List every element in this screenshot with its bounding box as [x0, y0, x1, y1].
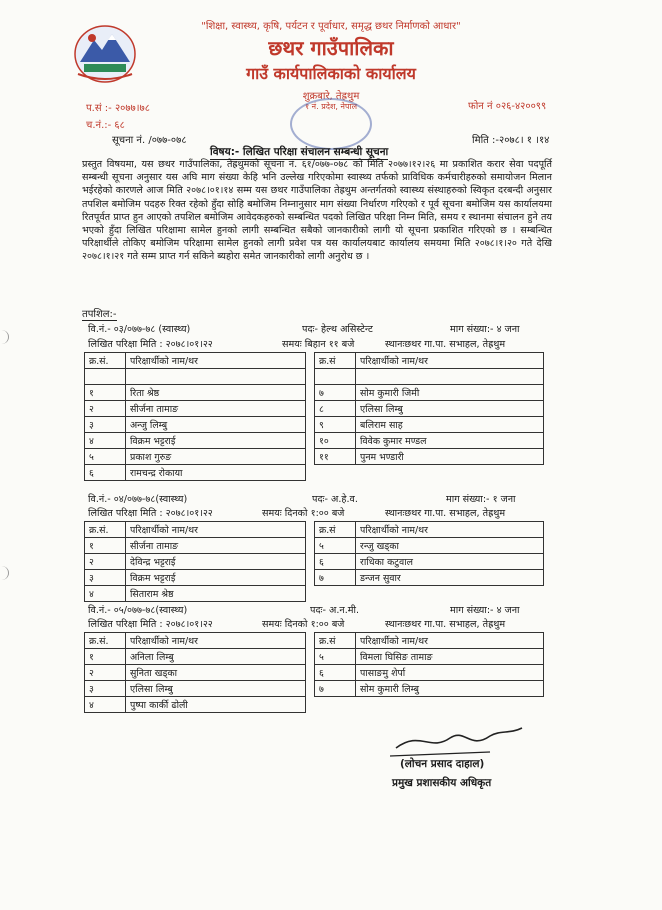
notice-subject: विषय:- लिखित परिक्षा संचालन सम्बन्धी सूचना	[210, 146, 389, 158]
table-header-row	[85, 633, 306, 649]
serial-cell: ४	[85, 697, 126, 713]
candidate-name: पासाङमु शेर्पा	[356, 665, 544, 681]
province-text: १ नं. प्रदेश, नेपाल	[304, 102, 358, 111]
column-header-sn: क्र.सं.	[85, 522, 126, 538]
column-header-name: परिक्षार्थीको नाम/थर	[356, 633, 544, 649]
table-row	[315, 554, 544, 570]
post-name: पदः- अ.न.मी.	[310, 605, 360, 616]
serial-cell: ६	[315, 665, 356, 681]
phone-number: फोन नं ०२६-४२००९९	[468, 101, 547, 112]
candidate-name: विक्रम भट्टराई	[126, 433, 306, 449]
candidate-table-left	[84, 632, 306, 713]
table-row	[85, 649, 306, 665]
table-row	[85, 538, 306, 554]
candidate-name: विवेक कुमार मण्डल	[356, 433, 544, 449]
signatory-name: (लोचन प्रसाद दाहाल)	[400, 758, 485, 770]
serial-cell: ४	[85, 433, 126, 449]
candidate-name: बलिराम साह	[356, 417, 544, 433]
candidate-name: सोम कुमारी लिम्बु	[356, 681, 544, 697]
candidate-name: सीर्जना तामाङ	[126, 401, 306, 417]
spacer-cell	[356, 369, 544, 385]
candidate-name: देविन्द्र भट्टराई	[126, 554, 306, 570]
column-header-sn: क्र.सं.	[85, 353, 126, 369]
candidate-name: सिताराम श्रेष्ठ	[126, 586, 306, 602]
candidate-name: सीर्जना तामाङ	[126, 538, 306, 554]
column-header-sn: क्र.सं	[315, 353, 356, 369]
serial-cell: ६	[315, 554, 356, 570]
candidate-name: रन्जु खड्का	[356, 538, 544, 554]
candidate-table-left	[84, 352, 306, 481]
spacer-cell	[85, 369, 126, 385]
post-name: पदः- अ.हे.व.	[312, 494, 358, 505]
column-header-sn: क्र.सं	[315, 633, 356, 649]
candidate-name: विक्रम भट्टराई	[126, 570, 306, 586]
table-row	[85, 417, 306, 433]
table-row	[85, 465, 306, 481]
candidate-name: सुनिता खड्का	[126, 665, 306, 681]
candidate-table-right	[314, 632, 544, 697]
table-row	[315, 649, 544, 665]
table-row	[315, 449, 544, 465]
tapsil-label: तपशिल:-	[82, 306, 117, 321]
table-row	[85, 681, 306, 697]
office-stamp	[290, 98, 372, 150]
table-header-row	[85, 522, 306, 538]
table-row	[315, 665, 544, 681]
demand-count: माग संख्या:- १ जना	[446, 494, 516, 505]
exam-venue: स्थानःछथर गा.पा. सभाहल, तेह्रथुम	[385, 508, 506, 519]
candidate-name: रिता श्रेष्ठ	[126, 385, 306, 401]
notice-body: प्रस्तुत विषयमा, यस छथर गाउँपालिका, तेह्रथुमको सूचना नं. ६१/०७७-०७८ को मिति २०७७।१२।२६ मा प्रकाशित करार सेवा पदपूर्ति सम्बन्धी सूचना अनुसार यस अघि माग संख्या केहि भनि उल्लेख गरिएकोमा स्वास्थ्य तर्फको प्राविधिक कर्मचारीहरुको समायोजन मिलान भईरहेको कारणले आज मिति २०७८।०१।१४ सम्म यस छथर गाउँपालिका तेह्रथुम अन्तर्गतको स्वास्थ्य संस्थाहरुको स्विकृत दरबन्दी अनुसार तपशिल बमोजिम पदहरु रिक्त रहेको हुँदा सोहि बमोजिम निम्नानुसार माग संख्या निर्धारण गरिएको र पूर्व सूचना बमोजिम यस कार्यालयमा रितपूर्वत प्राप्त हुन आएको तपशिल बमोजिम आवेदकहरुको सम्बन्धित पदको लिखित परिक्षा निम्न मिति, समय र स्थानमा संचालन हुने तय भएको हुँदा लिखित परिक्षामा सामेल हुनको लागी सम्बन्धित सबैको जानकारीको लागी यो सूचना प्रकाशित गरिएको छ । सम्बन्धित परिक्षार्थीले तोकिए बमोजिम परिक्षामा सामेल हुनको लागी प्रवेश पत्र यस कार्यालयबाट कार्यालय समयमा मिति २०७८।१।२० गते देखि २०७८।१।२१ गते सम्म प्राप्त गर्न सकिने ब्यहोरा समेत जानकारीको लागी अनुरोध छ ।	[82, 159, 552, 263]
table-row	[85, 586, 306, 602]
column-header-sn: क्र.सं.	[85, 633, 126, 649]
office-place: शुक्रबारे, तेह्रथुम	[302, 91, 360, 102]
punch-hole-mark	[0, 566, 9, 580]
exam-date: लिखित परिक्षा मिति : २०७८।०१।२२	[88, 619, 213, 630]
candidate-name: प्रकाश गुरुङ	[126, 449, 306, 465]
table-header-row	[85, 353, 306, 369]
column-header-name: परिक्षार्थीको नाम/थर	[126, 522, 306, 538]
serial-cell: ७	[315, 681, 356, 697]
serial-cell: १	[85, 649, 126, 665]
serial-cell: ६	[85, 465, 126, 481]
serial-cell: २	[85, 554, 126, 570]
candidate-table-right	[314, 352, 544, 465]
table-header-row	[315, 353, 544, 369]
table-row	[315, 417, 544, 433]
table-row	[315, 385, 544, 401]
serial-cell: १	[85, 538, 126, 554]
table-row	[85, 697, 306, 713]
candidate-name: अनिला लिम्बु	[126, 649, 306, 665]
serial-cell: ३	[85, 417, 126, 433]
table-row	[85, 369, 306, 385]
exam-time: समयः बिहान ११ बजे	[282, 339, 355, 350]
serial-cell: ५	[315, 538, 356, 554]
serial-cell: ४	[85, 586, 126, 602]
column-header-name: परिक्षार्थीको नाम/थर	[356, 353, 544, 369]
candidate-name: पुष्पा कार्की ढोली	[126, 697, 306, 713]
table-row	[315, 681, 544, 697]
spacer-cell	[315, 369, 356, 385]
serial-cell: ३	[85, 570, 126, 586]
candidate-name: रामचन्द्र रोकाया	[126, 465, 306, 481]
candidate-name: सोम कुमारी जिमी	[356, 385, 544, 401]
letter-ref: च.नं.:- ६८	[86, 120, 125, 131]
candidate-name: एलिसा लिम्बु	[126, 681, 306, 697]
column-header-name: परिक्षार्थीको नाम/थर	[126, 633, 306, 649]
candidate-name: पुनम भण्डारी	[356, 449, 544, 465]
serial-cell: ७	[315, 570, 356, 586]
notice-date: मिति :-२०७८। १ ।१४	[472, 135, 550, 146]
candidate-table-left	[84, 521, 306, 602]
candidate-name: विमला घिसिङ तामाङ	[356, 649, 544, 665]
table-row	[85, 433, 306, 449]
demand-count: माग संख्या:- ४ जना	[450, 605, 520, 616]
punch-hole-mark	[0, 330, 9, 344]
signature-mark	[390, 722, 530, 762]
serial-cell: १०	[315, 433, 356, 449]
spacer-cell	[126, 369, 306, 385]
exam-date: लिखित परिक्षा मिति : २०७८।०१।२२	[88, 508, 213, 519]
serial-cell: ५	[85, 449, 126, 465]
exam-time: समयः दिनको १:०० बजे	[262, 619, 345, 630]
table-row	[315, 401, 544, 417]
serial-cell: २	[85, 401, 126, 417]
table-row	[85, 554, 306, 570]
table-row	[85, 385, 306, 401]
column-header-name: परिक्षार्थीको नाम/थर	[356, 522, 544, 538]
candidate-name: डन्जन सुवार	[356, 570, 544, 586]
ad-number: वि.नं.- ०३/०७७-७८ (स्वास्थ्य)	[88, 324, 191, 335]
signatory-title: प्रमुख प्रशासकीय अधिकृत	[392, 777, 492, 789]
header-motto: "शिक्षा, स्वास्थ्य, कृषि, पर्यटन र पूर्वाधार, समृद्ध छथर निर्माणको आधार"	[201, 21, 461, 32]
column-header-name: परिक्षार्थीको नाम/थर	[126, 353, 306, 369]
candidate-name: अन्जु लिम्बु	[126, 417, 306, 433]
serial-cell: ११	[315, 449, 356, 465]
notice-number: सूचना नं. /०७७-०७८	[112, 135, 187, 146]
serial-cell: ८	[315, 401, 356, 417]
serial-cell: १	[85, 385, 126, 401]
table-header-row	[315, 633, 544, 649]
serial-cell: २	[85, 665, 126, 681]
table-row	[315, 369, 544, 385]
table-header-row	[315, 522, 544, 538]
table-row	[315, 570, 544, 586]
serial-cell: ३	[85, 681, 126, 697]
table-row	[85, 401, 306, 417]
table-row	[315, 538, 544, 554]
exam-date: लिखित परिक्षा मिति : २०७८।०१।२२	[88, 339, 213, 350]
table-row	[85, 449, 306, 465]
table-row	[85, 665, 306, 681]
demand-count: माग संख्या:- ४ जना	[450, 324, 520, 335]
candidate-name: एलिसा लिम्बु	[356, 401, 544, 417]
letter-ps: प.सं :- २०७७।७८	[86, 103, 150, 114]
exam-venue: स्थानःछथर गा.पा. सभाहल, तेह्रथुम	[385, 619, 506, 630]
serial-cell: ५	[315, 649, 356, 665]
serial-cell: ७	[315, 385, 356, 401]
exam-venue: स्थानःछथर गा.पा. सभाहल, तेह्रथुम	[385, 339, 506, 350]
serial-cell: ९	[315, 417, 356, 433]
ad-number: वि.नं.- ०५/०७७-७८(स्वास्थ्य)	[88, 605, 188, 616]
candidate-table-right	[314, 521, 544, 586]
exam-time: समयः दिनको १:०० बजे	[262, 508, 345, 519]
table-row	[85, 570, 306, 586]
organization-name: छथर गाउँपालिका	[268, 36, 394, 60]
post-name: पदः- हेल्थ असिस्टेन्ट	[302, 324, 373, 335]
table-row	[315, 433, 544, 449]
ad-number: वि.नं.- ०४/०७७-७८(स्वास्थ्य)	[88, 494, 188, 505]
candidate-name: राधिका कटुवाल	[356, 554, 544, 570]
office-name: गाउँ कार्यपालिकाको कार्यालय	[246, 64, 416, 83]
column-header-sn: क्र.सं	[315, 522, 356, 538]
